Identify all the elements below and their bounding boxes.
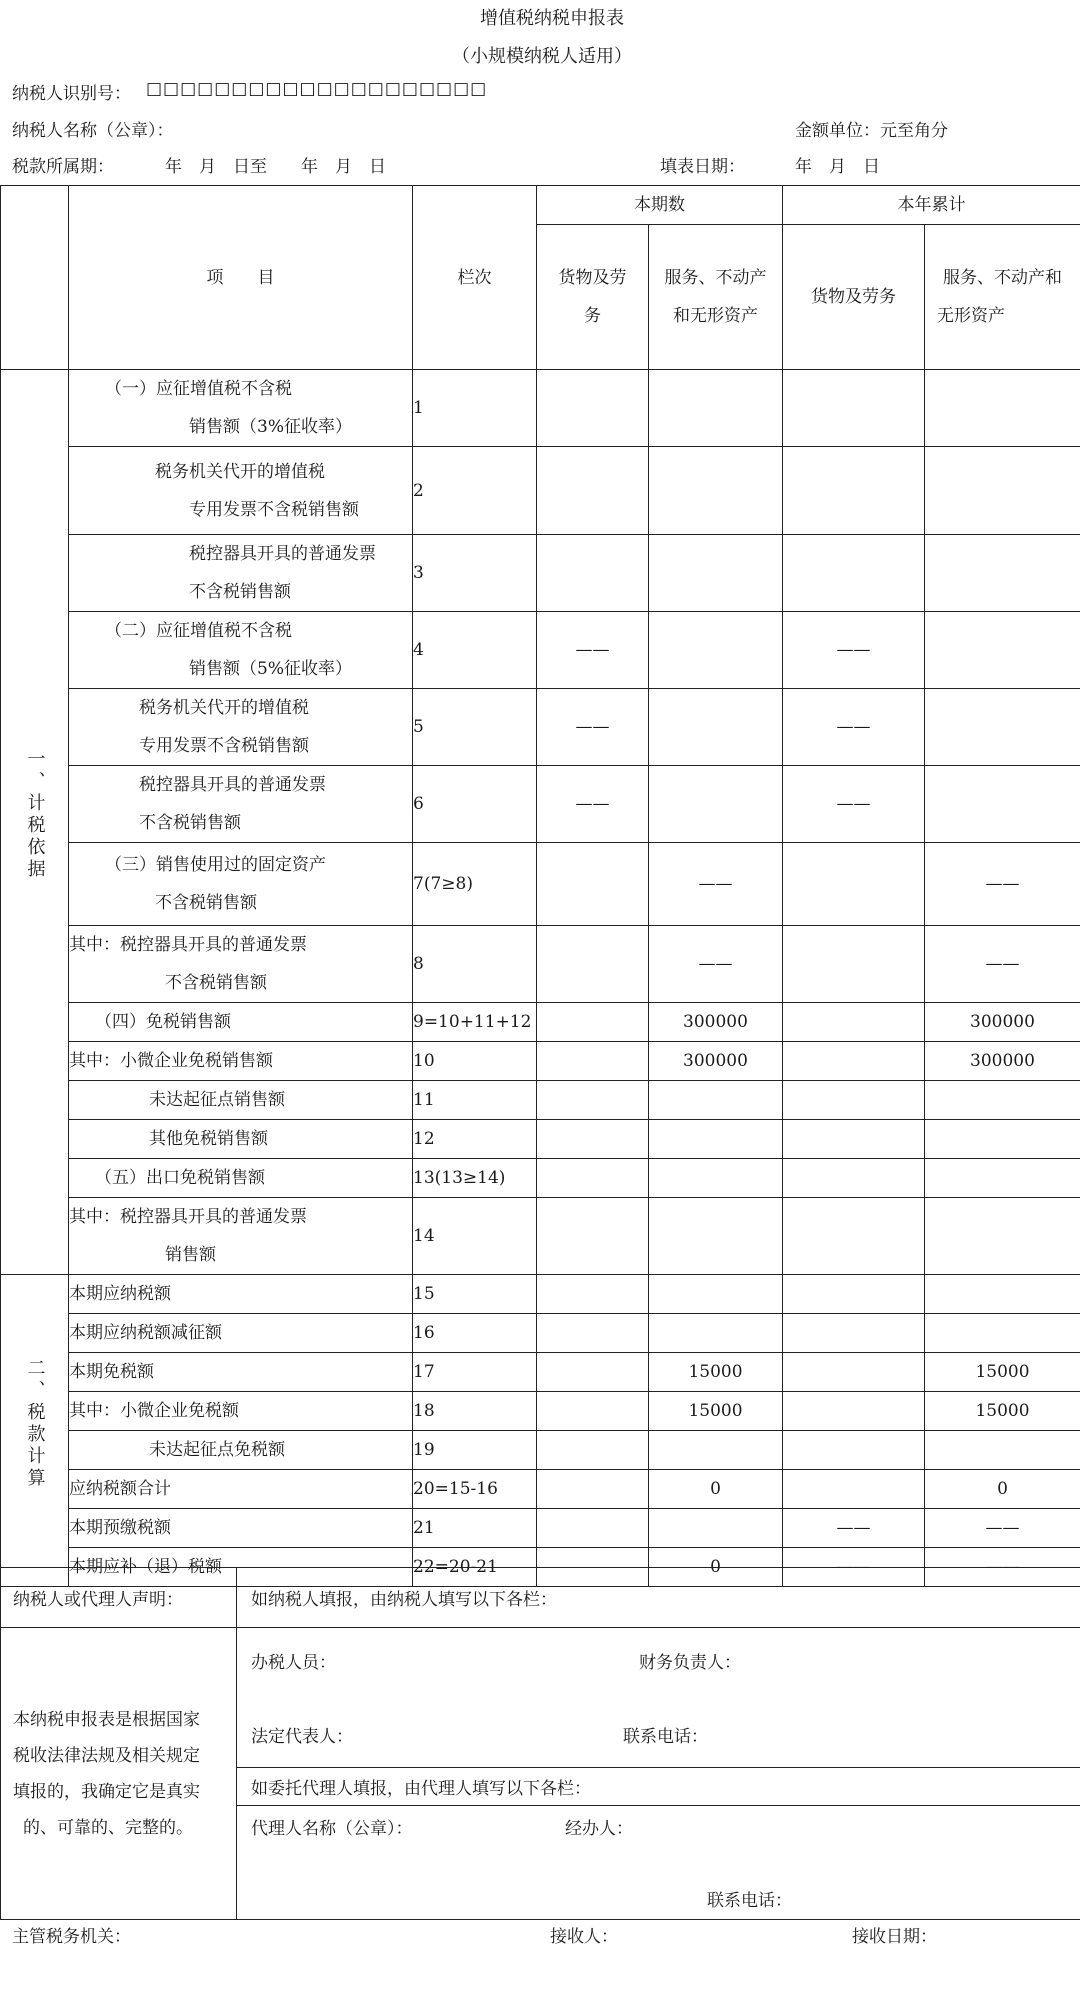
cell-goods[interactable] xyxy=(537,1198,649,1275)
cell-goods-ytd[interactable] xyxy=(783,1042,925,1081)
table-row xyxy=(1,1431,1080,1470)
row-number: 21 xyxy=(413,1509,537,1548)
section-calc: 二、税款计算 xyxy=(1,1275,69,1587)
cell-goods-ytd[interactable] xyxy=(783,370,925,447)
row-label: 其中：小微企业免税销售额 xyxy=(69,1042,413,1081)
cell-goods[interactable] xyxy=(537,1159,649,1198)
cell-services[interactable] xyxy=(649,1159,783,1198)
cell-services-ytd[interactable] xyxy=(925,1431,1080,1470)
cell-goods[interactable] xyxy=(537,1431,649,1470)
goods-header-current: 货物及劳 务 xyxy=(537,225,649,370)
cell-services[interactable] xyxy=(649,689,783,766)
row-label: 税控器具开具的普通发票 不含税销售额 xyxy=(69,766,413,843)
row-label: 本期预缴税额 xyxy=(69,1509,413,1548)
row-label: （四）免税销售额 xyxy=(69,1003,413,1042)
row-number: 10 xyxy=(413,1042,537,1081)
table-row xyxy=(1,1159,1080,1198)
form-subtitle: （小规模纳税人适用） xyxy=(452,46,632,67)
cell-services[interactable] xyxy=(649,1431,783,1470)
cell-goods[interactable] xyxy=(537,1392,649,1431)
cell-services[interactable] xyxy=(649,447,783,535)
cell-services[interactable] xyxy=(649,766,783,843)
receiver-label: 接收人： xyxy=(550,1927,618,1947)
table-row xyxy=(1,1314,1080,1353)
row-number: 12 xyxy=(413,1120,537,1159)
cell-services-ytd[interactable] xyxy=(925,535,1080,612)
cell-goods-ytd[interactable] xyxy=(783,1120,925,1159)
phone-field[interactable]: 联系电话： xyxy=(623,1727,708,1747)
declaration-statement: 本纳税申报表是根据国家 税收法律法规及相关规定 填报的，我确定它是真实 的、可靠的、完整的。 xyxy=(1,1628,237,1920)
cell-services-ytd[interactable] xyxy=(925,1159,1080,1198)
cell-services-ytd[interactable]: —— xyxy=(925,926,1080,1003)
cell-goods-ytd[interactable] xyxy=(783,926,925,1003)
cell-services[interactable] xyxy=(649,1081,783,1120)
row-number: 11 xyxy=(413,1081,537,1120)
section-basis: 一、计税依据 xyxy=(1,370,69,1275)
agent-phone-field[interactable]: 联系电话： xyxy=(707,1891,792,1911)
cell-goods-ytd[interactable] xyxy=(783,1198,925,1275)
cell-goods-ytd[interactable] xyxy=(783,1431,925,1470)
row-number: 18 xyxy=(413,1392,537,1431)
cell-services-ytd[interactable] xyxy=(925,1314,1080,1353)
row-number: 3 xyxy=(413,535,537,612)
fill-date-label: 填表日期： xyxy=(660,157,745,177)
cell-services-ytd[interactable] xyxy=(925,612,1080,689)
row-number: 15 xyxy=(413,1275,537,1314)
finance-head-field[interactable]: 财务负责人： xyxy=(639,1653,741,1673)
row-label: 本期应纳税额 xyxy=(69,1275,413,1314)
cell-services[interactable] xyxy=(649,1509,783,1548)
row-label: 其中：小微企业免税额 xyxy=(69,1392,413,1431)
row-number: 6 xyxy=(413,766,537,843)
cell-services[interactable]: 300000 xyxy=(649,1042,783,1081)
cell-services-ytd[interactable] xyxy=(925,447,1080,535)
cell-services[interactable]: 0 xyxy=(649,1548,783,1587)
cell-goods-ytd[interactable] xyxy=(783,1353,925,1392)
cell-services[interactable] xyxy=(649,1198,783,1275)
row-label: 其他免税销售额 xyxy=(69,1120,413,1159)
cell-goods[interactable]: —— xyxy=(537,689,649,766)
declaration-label: 纳税人或代理人声明： xyxy=(1,1568,237,1628)
cell-services-ytd[interactable]: —— xyxy=(925,1509,1080,1548)
table-row xyxy=(1,535,1080,612)
taxpayer-name-label: 纳税人名称（公章）： xyxy=(12,121,174,141)
cell-services[interactable] xyxy=(649,1275,783,1314)
cell-goods[interactable] xyxy=(537,843,649,926)
row-label: 本期应纳税额减征额 xyxy=(69,1314,413,1353)
tax-period-value[interactable]: 年 月 日至 年 月 日 xyxy=(165,157,386,177)
cell-services-ytd[interactable]: 15000 xyxy=(925,1392,1080,1431)
tax-authority-label: 主管税务机关： xyxy=(12,1927,131,1947)
row-number: 22=20-21 xyxy=(413,1548,537,1587)
row-number: 2 xyxy=(413,447,537,535)
cell-goods[interactable] xyxy=(537,1003,649,1042)
row-label: 应纳税额合计 xyxy=(69,1470,413,1509)
cell-services[interactable]: 15000 xyxy=(649,1353,783,1392)
table-row xyxy=(1,1353,1080,1392)
service-header-current: 服务、不动产 和无形资产 xyxy=(649,225,783,370)
handler-field[interactable]: 经办人： xyxy=(565,1819,633,1839)
cell-services[interactable] xyxy=(649,535,783,612)
cell-goods-ytd[interactable] xyxy=(783,447,925,535)
goods-header-ytd: 货物及劳务 xyxy=(783,225,925,370)
cell-goods[interactable] xyxy=(537,1042,649,1081)
cell-goods-ytd[interactable] xyxy=(783,1159,925,1198)
taxpayer-fill-note: 如纳税人填报，由纳税人填写以下各栏： xyxy=(237,1568,1080,1628)
row-label: 本期应补（退）税额 xyxy=(69,1548,413,1587)
cell-services-ytd[interactable]: 0 xyxy=(925,1470,1080,1509)
cell-services[interactable] xyxy=(649,612,783,689)
table-row xyxy=(1,1275,1080,1314)
cell-goods[interactable] xyxy=(537,1470,649,1509)
cell-services-ytd[interactable] xyxy=(925,1198,1080,1275)
cell-goods-ytd[interactable]: —— xyxy=(783,766,925,843)
row-number: 19 xyxy=(413,1431,537,1470)
row-label: （一）应征增值税不含税 销售额（3%征收率） xyxy=(69,370,413,447)
table-row xyxy=(1,1198,1080,1275)
cell-services-ytd[interactable] xyxy=(925,1081,1080,1120)
cell-goods[interactable] xyxy=(537,926,649,1003)
cell-services-ytd[interactable]: —— xyxy=(925,843,1080,926)
fill-date-value[interactable]: 年 月 日 xyxy=(795,157,880,177)
cell-goods[interactable]: —— xyxy=(537,612,649,689)
table-row xyxy=(1,1392,1080,1431)
service-header-ytd: 服务、不动产和 无形资产 xyxy=(925,225,1080,370)
cell-services-ytd[interactable] xyxy=(925,1275,1080,1314)
item-header: 项 目 xyxy=(69,186,413,370)
cell-goods-ytd[interactable] xyxy=(783,1275,925,1314)
row-label: （二）应征增值税不含税 销售额（5%征收率） xyxy=(69,612,413,689)
table-row xyxy=(1,689,1080,766)
cell-goods[interactable] xyxy=(537,535,649,612)
cell-services-ytd[interactable]: 300000 xyxy=(925,1003,1080,1042)
cell-goods-ytd[interactable] xyxy=(783,1392,925,1431)
tax-period-label: 税款所属期： xyxy=(12,157,114,177)
row-number: 8 xyxy=(413,926,537,1003)
row-label: 税控器具开具的普通发票 不含税销售额 xyxy=(69,535,413,612)
row-label: 其中：税控器具开具的普通发票 不含税销售额 xyxy=(69,926,413,1003)
amount-unit: 金额单位：元至角分 xyxy=(795,121,948,141)
cell-services[interactable] xyxy=(649,1120,783,1159)
cell-goods-ytd[interactable] xyxy=(783,843,925,926)
row-label: 税务机关代开的增值税 专用发票不含税销售额 xyxy=(69,689,413,766)
row-label: （五）出口免税销售额 xyxy=(69,1159,413,1198)
cell-services[interactable]: —— xyxy=(649,843,783,926)
cell-goods-ytd[interactable]: —— xyxy=(783,1509,925,1548)
table-row xyxy=(1,766,1080,843)
row-label: 未达起征点销售额 xyxy=(69,1081,413,1120)
cell-goods-ytd[interactable]: —— xyxy=(783,689,925,766)
cell-goods[interactable] xyxy=(537,1120,649,1159)
table-row xyxy=(1,1509,1080,1548)
cell-goods-ytd[interactable]: —— xyxy=(783,1548,925,1587)
taxpayer-id-boxes[interactable]: □□□□□□□□□□□□□□□□□□□□ xyxy=(146,79,488,99)
cell-services-ytd[interactable] xyxy=(925,689,1080,766)
cell-goods-ytd[interactable] xyxy=(783,1081,925,1120)
cell-services-ytd[interactable] xyxy=(925,370,1080,447)
table-row xyxy=(1,447,1080,535)
current-period-header: 本期数 xyxy=(537,186,783,225)
cell-services[interactable] xyxy=(649,370,783,447)
table-row xyxy=(1,370,1080,447)
cell-services-ytd[interactable] xyxy=(925,1120,1080,1159)
row-number: 14 xyxy=(413,1198,537,1275)
receive-date-label: 接收日期： xyxy=(852,1927,937,1947)
agent-block xyxy=(237,1806,1080,1920)
cell-goods[interactable] xyxy=(537,1353,649,1392)
row-label: 未达起征点免税额 xyxy=(69,1431,413,1470)
cell-services[interactable]: 300000 xyxy=(649,1003,783,1042)
table-row xyxy=(1,612,1080,689)
year-to-date-header: 本年累计 xyxy=(783,186,1080,225)
taxpayer-signature-block xyxy=(237,1628,1080,1768)
table-row xyxy=(1,1042,1080,1081)
corner-cell xyxy=(1,186,69,370)
cell-goods-ytd[interactable] xyxy=(783,1470,925,1509)
cell-services-ytd[interactable] xyxy=(925,766,1080,843)
cell-services-ytd[interactable]: 15000 xyxy=(925,1353,1080,1392)
cell-services-ytd[interactable]: 300000 xyxy=(925,1042,1080,1081)
form-title: 增值税纳税申报表 xyxy=(480,8,624,29)
cell-services-ytd[interactable]: —— xyxy=(925,1548,1080,1587)
row-label: 税务机关代开的增值税 专用发票不含税销售额 xyxy=(69,447,413,535)
table-row xyxy=(1,1081,1080,1120)
cell-goods[interactable] xyxy=(537,370,649,447)
row-number: 17 xyxy=(413,1353,537,1392)
row-label: （三）销售使用过的固定资产 不含税销售额 xyxy=(69,843,413,926)
tax-officer-field[interactable]: 办税人员： xyxy=(251,1653,336,1673)
cell-services[interactable] xyxy=(649,1314,783,1353)
table-row xyxy=(1,1003,1080,1042)
row-label: 本期免税额 xyxy=(69,1353,413,1392)
cell-goods[interactable] xyxy=(537,1509,649,1548)
cell-goods-ytd[interactable] xyxy=(783,1003,925,1042)
cell-goods-ytd[interactable] xyxy=(783,535,925,612)
row-number: 5 xyxy=(413,689,537,766)
cell-goods[interactable] xyxy=(537,1081,649,1120)
row-label: 其中：税控器具开具的普通发票 销售额 xyxy=(69,1198,413,1275)
cell-goods-ytd[interactable]: —— xyxy=(783,612,925,689)
vat-return-table xyxy=(0,185,1080,1587)
row-number: 20=15-16 xyxy=(413,1470,537,1509)
agent-name-field[interactable]: 代理人名称（公章）： xyxy=(251,1819,413,1839)
table-row xyxy=(1,1120,1080,1159)
cell-services[interactable]: 0 xyxy=(649,1470,783,1509)
legal-rep-field[interactable]: 法定代表人： xyxy=(251,1727,353,1747)
cell-goods-ytd[interactable] xyxy=(783,1314,925,1353)
cell-goods[interactable]: —— xyxy=(537,766,649,843)
row-number: 13(13≥14) xyxy=(413,1159,537,1198)
row-number: 4 xyxy=(413,612,537,689)
column-no-header: 栏次 xyxy=(413,186,537,370)
declaration-table xyxy=(0,1567,1080,1920)
cell-goods[interactable] xyxy=(537,1314,649,1353)
row-number: 7(7≥8) xyxy=(413,843,537,926)
table-row xyxy=(1,843,1080,926)
row-number: 9=10+11+12 xyxy=(413,1003,537,1042)
cell-services[interactable]: —— xyxy=(649,926,783,1003)
cell-goods[interactable] xyxy=(537,1275,649,1314)
row-number: 16 xyxy=(413,1314,537,1353)
table-row xyxy=(1,926,1080,1003)
taxpayer-id-label: 纳税人识别号： xyxy=(12,84,131,104)
row-number: 1 xyxy=(413,370,537,447)
table-row xyxy=(1,1470,1080,1509)
agent-fill-note: 如委托代理人填报，由代理人填写以下各栏： xyxy=(237,1768,1080,1806)
cell-services[interactable]: 15000 xyxy=(649,1392,783,1431)
cell-goods[interactable] xyxy=(537,447,649,535)
